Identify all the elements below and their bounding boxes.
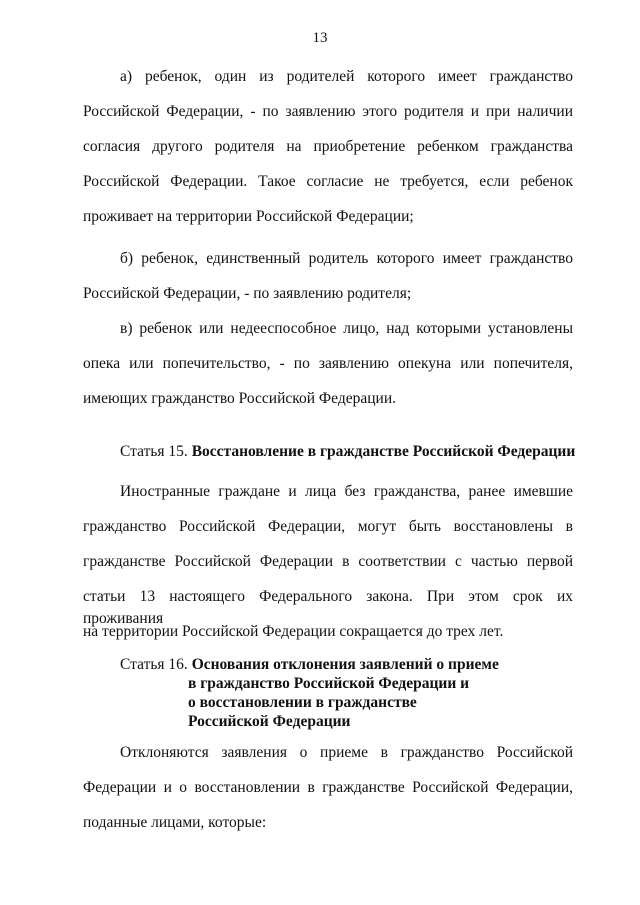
article-15-paragraph	[83, 481, 573, 656]
text-line: согласия другого родителя на приобретение ребенком гражданства	[83, 138, 573, 155]
page-number: 13	[312, 30, 328, 46]
text-line: поданные лицами, которые:	[83, 814, 267, 831]
text-line: Российской Федерации, - по заявлению родителя;	[83, 285, 412, 302]
text-line: статьи 13 настоящего Федерального закона. При этом срок их проживания	[83, 588, 573, 627]
text-line: Отклоняются заявления о приеме в гражданство Российской	[120, 744, 573, 761]
text-line: б) ребенок, единственный родитель которого имеет гражданство	[120, 250, 573, 267]
item-b-paragraph	[83, 248, 573, 318]
article-16-title-line: о восстановлении в гражданстве	[188, 694, 417, 711]
item-a-paragraph	[83, 66, 573, 241]
article-16-title-line: в гражданство Российской Федерации и	[188, 675, 470, 692]
text-line: на территории Российской Федерации сокращается до трех лет.	[83, 623, 504, 640]
article-15-title: Восстановление в гражданстве Российской Федерации	[191, 443, 576, 460]
text-line: имеющих гражданство Российской Федерации.	[83, 390, 397, 407]
text-line: Российской Федерации. Такое согласие не требуется, если ребенок	[83, 173, 573, 190]
text-line: проживает на территории Российской Федерации;	[83, 208, 414, 225]
article-16-number: Статья 16.	[120, 656, 188, 673]
article-16-title-line: Основания отклонения заявлений о приеме	[191, 656, 499, 673]
text-line: опека или попечительство, - по заявлению опекуна или попечителя,	[83, 355, 573, 372]
article-16-heading	[120, 655, 590, 731]
text-line: Иностранные граждане и лица без гражданства, ранее имевшие	[120, 483, 573, 500]
article-16-paragraph	[83, 742, 573, 847]
text-line: Российской Федерации, - по заявлению этого родителя и при наличии	[83, 103, 573, 120]
text-line: Федерации и о восстановлении в гражданстве Российской Федерации,	[83, 779, 573, 796]
item-c-paragraph	[83, 318, 573, 423]
text-line: гражданстве Российской Федерации в соответствии с частью первой	[83, 553, 573, 570]
text-line: а) ребенок, один из родителей которого имеет гражданство	[120, 68, 573, 85]
text-line: гражданство Российской Федерации, могут быть восстановлены в	[83, 518, 573, 535]
text-line: в) ребенок или недееспособное лицо, над которыми установлены	[120, 320, 573, 337]
article-16-title-line: Российской Федерации	[188, 713, 351, 730]
article-15-number: Статья 15.	[120, 443, 188, 460]
article-15-heading	[120, 441, 590, 463]
